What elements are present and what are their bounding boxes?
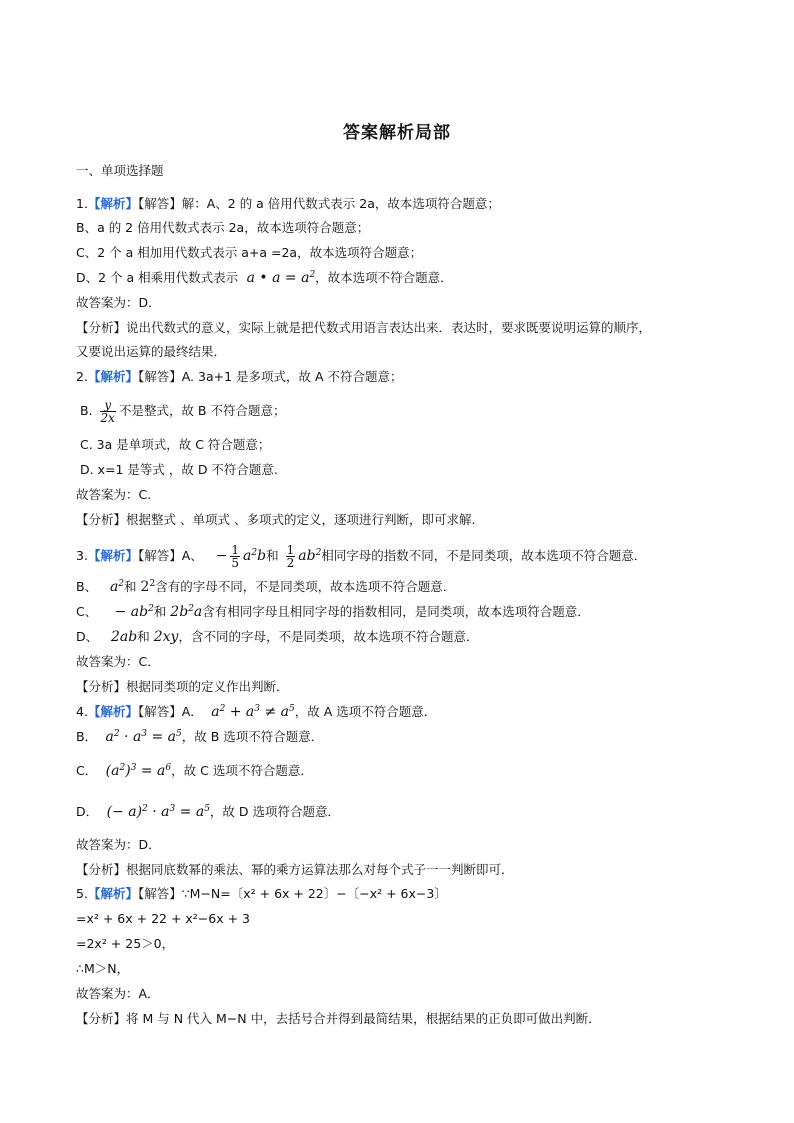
q1-line-3: C、2 个 a 相加用代数式表示 a+a =2a，故本选项符合题意； [76, 245, 423, 260]
q4-text-4a: D． [76, 804, 99, 819]
q1-number: 1. [76, 196, 88, 211]
formula: − [206, 548, 228, 564]
formula: 2xy [153, 629, 179, 645]
formula: a • $a = a^2$ [242, 270, 316, 286]
q4-analysis: 【分析】根据同底数幂的乘法、幂的乘方运算法那么对每个式子一一判断即可． [76, 862, 514, 877]
q1-line-2: B、a 的 2 倍用代数式表示 2a，故本选项符合题意； [76, 220, 370, 235]
jiexi-tag: 【解析】 [87, 196, 138, 211]
q1-text-1: 解：A、2 的 a 倍用代数式表示 2a，故本选项符合题意； [181, 196, 500, 211]
formula: $a^2$ [101, 579, 125, 595]
jiexi-tag: 【解析】 [87, 369, 138, 384]
q2-text-2b: 不是整式，故 B 不符合题意； [118, 403, 286, 418]
q3-text-1c: 相同字母的指数不同，不是同类项，故本选项不符合题意． [321, 548, 647, 563]
q3-text-4b: 和 [137, 629, 150, 644]
jieda-tag: 【解答】 [137, 196, 182, 211]
q5-answer: 故答案为：A． [76, 986, 160, 1001]
q5-line-4: ∴M＞N， [76, 961, 130, 976]
q3-number: 3. [76, 548, 88, 563]
q5-line-1 [76, 885, 447, 903]
jiexi-tag: 【解析】 [87, 886, 138, 901]
q4-line-2 [76, 728, 323, 746]
q3-line-2 [76, 578, 455, 596]
formula: − $ab^2$ [101, 604, 154, 620]
q2-line-3: C. 3a 是单项式，故 C 符合题意； [80, 437, 271, 452]
formula: $ab^2$ [298, 548, 322, 564]
page-title: 答案解析局部 [343, 123, 451, 143]
q4-line-3 [76, 762, 313, 780]
formula: $2^2$ [140, 579, 156, 595]
q3-text-3a: C、 [76, 604, 98, 619]
q3-line-3 [76, 603, 590, 621]
q2-line-1 [76, 368, 403, 386]
q2-number: 2. [76, 369, 88, 384]
q3-text-1b: 和 [266, 548, 279, 563]
formula: (− $a)^2 \cdot a^3 = a^5$ [102, 804, 210, 820]
jiexi-tag: 【解析】 [87, 548, 138, 563]
fraction-one-half: $\frac{1}{2}$ [286, 543, 295, 570]
formula: $a^2 + a^3 \ne a^5$ [206, 704, 295, 720]
q3-line-4 [76, 628, 478, 646]
q3-answer: 故答案为：C． [76, 654, 160, 669]
fraction-one-fifth: $\frac{1}{5}$ [231, 543, 240, 570]
q5-text-1: ∵M−N=〔x² + 6x + 22〕−〔−x² + 6x−3〕 [181, 886, 447, 901]
q4-text-3a: C． [76, 763, 98, 778]
q2-text-1: A. 3a+1 是多项式，故 A 不符合题意； [181, 369, 403, 384]
q4-text-1b: ，故 A 选项不符合题意． [294, 704, 437, 719]
q4-text-2a: B． [76, 729, 98, 744]
q1-line-1 [76, 195, 500, 213]
q3-text-3c: 含有相同字母且相同字母的指数相同，是同类项，故本选项符合题意． [202, 604, 590, 619]
formula: $2b^2a$ [170, 604, 203, 620]
q1-text-4a: D、2 个 a 相乘用代数式表示 [76, 270, 239, 285]
q4-number: 4. [76, 704, 88, 719]
q5-line-2: =x² + 6x + 22 + x²−6x + 3 [76, 911, 251, 926]
section-heading: 一、单项选择题 [76, 163, 164, 178]
q1-answer: 故答案为：D． [76, 295, 161, 310]
q3-text-2c: 含有的字母不同，不是同类项，故本选项不符合题意． [155, 579, 456, 594]
jieda-tag: 【解答】 [137, 369, 182, 384]
q1-line-4 [76, 269, 453, 287]
jieda-tag: 【解答】 [137, 886, 182, 901]
q5-analysis: 【分析】将 M 与 N 代入 M−N 中，去括号合并得到最简结果，根据结果的正负即可做出判断． [76, 1011, 601, 1026]
q3-analysis: 【分析】根据同类项的定义作出判断． [76, 679, 289, 694]
q4-text-1a: A． [181, 704, 203, 719]
q2-line-2 [80, 399, 285, 424]
q2-text-2a: B. [80, 403, 93, 418]
jieda-tag: 【解答】 [137, 548, 182, 563]
formula: 2ab [102, 629, 138, 645]
q1-analysis-1: 【分析】说出代数式的意义，实际上就是把代数式用语言表达出来．表达时，要求既要说明运算的顺序， [76, 320, 652, 335]
q5-line-3: =2x² + 25＞0， [76, 936, 175, 951]
q4-text-3b: ，故 C 选项不符合题意． [171, 763, 313, 778]
fraction-y-over-2x: $\frac{y}{2x}$ [100, 398, 115, 425]
q2-answer: 故答案为：C. [76, 487, 152, 502]
q3-text-2a: B、 [76, 579, 98, 594]
q2-line-4: D. x=1 是等式 ，故 D 不符合题意. [80, 462, 278, 477]
formula: $a^2 \cdot a^3 = a^5$ [101, 729, 182, 745]
formula: $a^2b$ [243, 548, 267, 564]
q1-text-4b: ，故本选项不符合题意． [315, 270, 453, 285]
q4-line-1 [76, 703, 436, 721]
jiexi-tag: 【解析】 [87, 704, 138, 719]
q4-text-4b: ，故 D 选项符合题意． [209, 804, 340, 819]
q3-line-1 [76, 544, 646, 569]
q5-number: 5. [76, 886, 88, 901]
q3-text-4c: ，含不同的字母，不是同类项，故本选项不符合题意． [178, 629, 479, 644]
formula: $(a^2)^3 = a^6$ [101, 763, 172, 779]
q3-text-3b: 和 [153, 604, 167, 619]
q4-text-2b: ，故 B 选项不符合题意． [181, 729, 324, 744]
q4-line-4 [76, 803, 340, 821]
q4-answer: 故答案为：D． [76, 837, 161, 852]
q1-analysis-2: 又要说出运算的最终结果． [76, 344, 227, 359]
q3-text-1a: A、 [181, 548, 203, 563]
q2-analysis: 【分析】根据整式 、单项式 、多项式的定义，逐项进行判断，即可求解. [76, 512, 476, 527]
q3-text-4a: D、 [76, 629, 99, 644]
jieda-tag: 【解答】 [137, 704, 182, 719]
q3-text-2b: 和 [124, 579, 137, 594]
